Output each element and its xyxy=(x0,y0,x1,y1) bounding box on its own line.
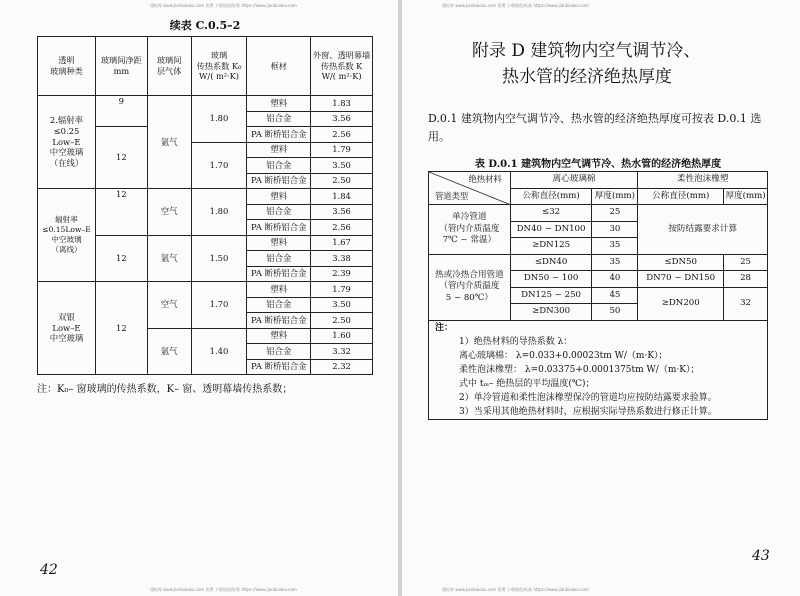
watermark-bottom-left: 建标库 www.jianbiaoku.com 免费 下载规范/标准 https://www.jianbiaoku.com xyxy=(150,587,297,592)
frame-cell: 塑料 xyxy=(247,142,311,158)
insulation-thickness-table xyxy=(428,171,768,321)
flex-thick-cell: 28 xyxy=(724,271,768,288)
window-k-cell: 3.38 xyxy=(311,251,373,267)
dia-cell: DN50 ~ 100 xyxy=(510,271,592,288)
window-k-cell: 1.79 xyxy=(311,142,373,158)
window-k-cell: 2.50 xyxy=(311,313,373,329)
frame-cell: 塑料 xyxy=(247,235,311,251)
gas-cell: 空气 xyxy=(147,189,191,236)
window-k-cell: 3.32 xyxy=(311,344,373,360)
header-thick-flex: 厚度(mm) xyxy=(724,188,768,205)
header-diagonal-cell xyxy=(429,172,511,205)
frame-cell: 塑料 xyxy=(247,96,311,112)
table-row xyxy=(38,282,373,298)
dia-cell: ≥DN300 xyxy=(510,304,592,321)
glass-k-cell: 1.70 xyxy=(191,282,247,329)
header-thick: 厚度(mm) xyxy=(592,188,638,205)
watermark-top-right: 建标库 www.jianbiaoku.com 免费 下载规范/标准 https://www.jianbiaoku.com xyxy=(442,3,589,8)
watermark-bottom-right: 建标库 www.jianbiaoku.com 免费 下载规范/标准 https://www.jianbiaoku.com xyxy=(442,587,589,592)
window-k-cell: 1.79 xyxy=(311,282,373,298)
frame-cell: PA 断桥铝合金 xyxy=(247,266,311,282)
flex-dia-cell: DN70 ~ DN150 xyxy=(638,271,724,288)
gap-cell: 12 xyxy=(95,282,147,375)
dia-cell: ≥DN125 xyxy=(510,238,592,255)
gap-cell: 12 xyxy=(95,235,147,282)
header-centrifugal: 离心玻璃棉 xyxy=(510,172,638,189)
window-k-cell: 3.56 xyxy=(311,204,373,220)
appendix-title-line1: 附录 D 建筑物内空气调节冷、 xyxy=(472,41,701,61)
gap-cell: 12 xyxy=(95,127,147,189)
glass-k-table xyxy=(37,36,373,375)
dia-cell: DN40 ~ DN100 xyxy=(510,221,592,238)
thick-cell: 45 xyxy=(592,287,638,304)
table-row xyxy=(429,205,768,222)
glass-k-cell: 1.70 xyxy=(191,142,247,189)
note-3: 3）当采用其他绝热材料时，应根据实际导热系数进行修正计算。 xyxy=(459,407,717,417)
flex-dia-cell: ≥DN200 xyxy=(638,287,724,320)
frame-cell: PA 断桥铝合金 xyxy=(247,220,311,236)
header-glass-k: 玻璃 传热系数 K₀ W/( m²·K) xyxy=(191,37,247,96)
glass-type-cell: 辐射率 ≤0.15Low–E 中空玻璃 （离线） xyxy=(38,189,96,282)
window-k-cell: 3.56 xyxy=(311,111,373,127)
glass-k-cell: 1.80 xyxy=(191,189,247,236)
gas-cell: 氩气 xyxy=(147,328,191,375)
appendix-title-line2: 热水管的经济绝热厚度 xyxy=(502,67,672,88)
header-flexible: 柔性泡沫橡塑 xyxy=(638,172,768,189)
window-k-cell: 1.60 xyxy=(311,328,373,344)
note-1c: 式中 tₘ– 绝热层的平均温度(℃)； xyxy=(459,379,595,389)
watermark-top-left: 建标库 www.jianbiaoku.com 免费 下载规范/标准 https://www.jianbiaoku.com xyxy=(150,3,297,8)
flex-thick-cell: 25 xyxy=(724,254,768,271)
window-k-cell: 1.83 xyxy=(311,96,373,112)
thick-cell: 40 xyxy=(592,271,638,288)
table-c052-caption: 续表 C.0.5–2 xyxy=(169,19,241,32)
frame-cell: PA 断桥铝合金 xyxy=(247,359,311,375)
table-row xyxy=(38,96,373,112)
thick-cell: 50 xyxy=(592,304,638,321)
note-1: 1）绝热材料的导热系数 λ： xyxy=(459,337,573,347)
window-k-cell: 2.32 xyxy=(311,359,373,375)
thick-cell: 35 xyxy=(592,238,638,255)
window-k-cell: 2.56 xyxy=(311,127,373,143)
flex-dia-cell: ≤DN50 xyxy=(638,254,724,271)
glass-type-cell: 2.辐射率 ≤0.25 Low–E 中空玻璃 （在线） xyxy=(38,96,96,189)
gap-cell: 12 xyxy=(95,189,147,236)
table-d01-caption: 表 D.0.1 建筑物内空气调节冷、热水管的经济绝热厚度 xyxy=(474,159,722,170)
table-d01-notes xyxy=(428,317,768,420)
header-material-label: 绝热材料 xyxy=(468,174,502,184)
header-dia: 公称直径(mm) xyxy=(510,188,592,205)
header-gas: 玻璃间 层气体 xyxy=(147,37,191,96)
left-page xyxy=(0,0,398,596)
dia-cell: ≤32 xyxy=(510,205,592,222)
glass-k-cell: 1.80 xyxy=(191,96,247,143)
gap-cell: 9 xyxy=(95,96,147,127)
frame-cell: PA 断桥铝合金 xyxy=(247,313,311,329)
note-2: 2）单冷管道和柔性泡沫橡塑保冷的管道均应按防结露要求验算。 xyxy=(459,393,717,403)
header-glass-type: 透明 玻璃种类 xyxy=(38,37,96,96)
clause-d01: D.0.1 建筑物内空气调节冷、热水管的经济绝热厚度可按表 D.0.1 选用。 xyxy=(428,112,762,143)
thick-cell: 35 xyxy=(592,254,638,271)
header-gap: 玻璃间净距 mm xyxy=(95,37,147,96)
frame-cell: 铝合金 xyxy=(247,297,311,313)
window-k-cell: 3.50 xyxy=(311,297,373,313)
header-pipe-type-label: 管道类型 xyxy=(435,191,469,202)
header-frame: 框材 xyxy=(247,37,311,96)
dia-cell: ≤DN40 xyxy=(510,254,592,271)
page-number-right: 43 xyxy=(752,548,770,564)
gas-cell: 氩气 xyxy=(147,96,191,189)
frame-cell: 铝合金 xyxy=(247,111,311,127)
table-note: 注：K₀– 窗玻璃的传热系数，K– 窗、透明幕墙传热系数； xyxy=(37,384,293,395)
frame-cell: PA 断桥铝合金 xyxy=(247,127,311,143)
note-1a: 离心玻璃棉： λ=0.033+0.00023tm W/（m·K）； xyxy=(459,351,668,361)
glass-k-cell: 1.40 xyxy=(191,328,247,375)
window-k-cell: 3.50 xyxy=(311,158,373,174)
frame-cell: 铝合金 xyxy=(247,251,311,267)
glass-k-cell: 1.50 xyxy=(191,235,247,282)
table-row xyxy=(429,254,768,271)
frame-cell: 塑料 xyxy=(247,282,311,298)
window-k-cell: 1.67 xyxy=(311,235,373,251)
table-header-row xyxy=(429,172,768,189)
frame-cell: 塑料 xyxy=(247,189,311,205)
header-window-k: 外窗、透明幕墙 传热系数 K W/( m²·K) xyxy=(311,37,373,96)
flex-thick-cell: 32 xyxy=(724,287,768,320)
table-header-row xyxy=(38,37,373,96)
window-k-cell: 2.39 xyxy=(311,266,373,282)
appendix-title xyxy=(472,38,772,91)
header-dia-flex: 公称直径(mm) xyxy=(638,188,724,205)
gas-cell: 氩气 xyxy=(147,235,191,282)
window-k-cell: 2.56 xyxy=(311,220,373,236)
glass-type-cell: 双银 Low–E 中空玻璃 xyxy=(38,282,96,375)
hot-cold-label: 热或冷热合用管道 （管内介质温度 5 ~ 80℃） xyxy=(429,254,511,320)
gas-cell: 空气 xyxy=(147,282,191,329)
frame-cell: PA 断桥铝合金 xyxy=(247,173,311,189)
notes-label: 注： xyxy=(435,323,454,333)
window-k-cell: 2.50 xyxy=(311,173,373,189)
flex-anti-condensation-note: 按防结露要求计算 xyxy=(638,205,768,255)
frame-cell: 铝合金 xyxy=(247,204,311,220)
thick-cell: 25 xyxy=(592,205,638,222)
page-number-left: 42 xyxy=(40,562,58,578)
table-row xyxy=(38,189,373,205)
note-1b: 柔性泡沫橡塑： λ=0.03375+0.0001375tm W/（m·K）； xyxy=(459,365,700,375)
single-cold-label: 单冷管道 （管内介质温度 7℃ ~ 常温） xyxy=(429,205,511,255)
frame-cell: 铝合金 xyxy=(247,158,311,174)
window-k-cell: 1.84 xyxy=(311,189,373,205)
thick-cell: 30 xyxy=(592,221,638,238)
dia-cell: DN125 ~ 250 xyxy=(510,287,592,304)
frame-cell: 铝合金 xyxy=(247,344,311,360)
frame-cell: 塑料 xyxy=(247,328,311,344)
